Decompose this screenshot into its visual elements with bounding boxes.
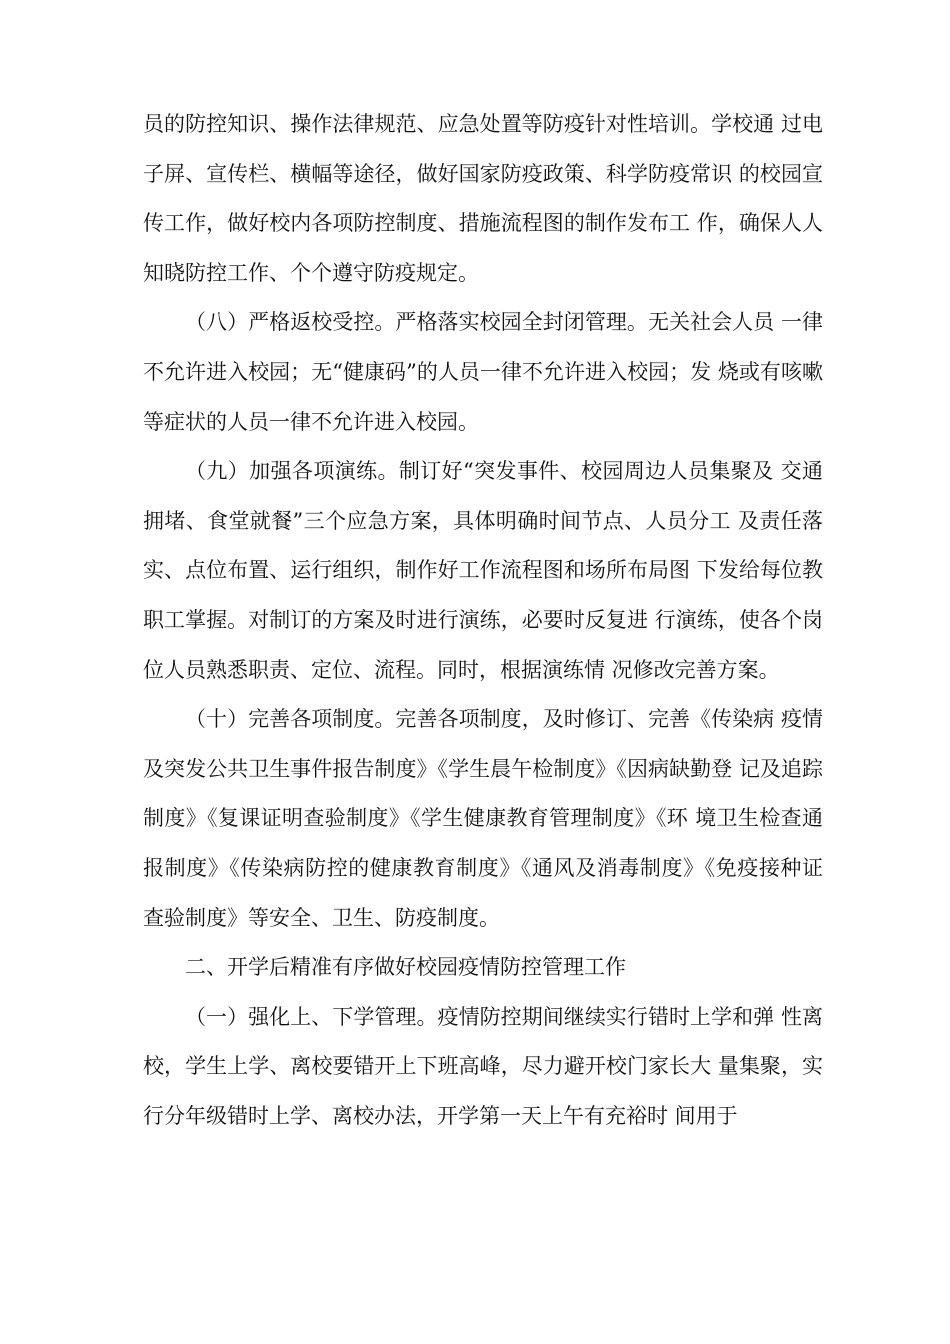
paragraph-drills: （九）加强各项演练。制订好“突发事件、校园周边人员集聚及 交通拥堵、食堂就餐”三个应急方案，具体明确时间节点、人员分工 及责任落实、点位布置、运行组织，制作好工作流程图和场所布局图 下发给每位教职工掌握。对制订的方案及时进行演练，必要时反复进 行演练，使各个岗位人员熟悉职责、定位、流程。同时，根据演练情 况修改完善方案。: [143, 459, 823, 682]
section-heading-after-school-opening: 二、开学后精准有序做好校园疫情防控管理工作: [185, 955, 626, 980]
document-body: [143, 100, 823, 1141]
paragraph-school-commute: （一）强化上、下学管理。疫情防控期间继续实行错时上学和弹 性离校，学生上学、离校要错开上下班高峰，尽力避开校门家长大 量集聚，实行分年级错时上学、离校办法，开学第一天上午有充裕时 间用于: [143, 1004, 823, 1128]
paragraph-return-control: （八）严格返校受控。严格落实校园全封闭管理。无关社会人员 一律不允许进入校园；无“健康码”的人员一律不允许进入校园；发 烧或有咳嗽等症状的人员一律不允许进入校园。: [143, 310, 823, 434]
paragraph-regulations: （十）完善各项制度。完善各项制度，及时修订、完善《传染病 疫情及突发公共卫生事件报告制度》《学生晨午检制度》《因病缺勤登 记及追踪制度》《复课证明查验制度》《学生健康教育管理制度》《环 境卫生检查通报制度》《传染病防控的健康教育制度》《通风及消毒制度》《免疫接种证查验制度》等安全、卫生、防疫制度。: [143, 707, 823, 930]
paragraph-training-publicity: 员的防控知识、操作法律规范、应急处置等防疫针对性培训。学校通 过电子屏、宣传栏、横幅等途径，做好国家防疫政策、科学防疫常识 的校园宣传工作，做好校内各项防控制度、措施流程图的制作发布工 作，确保人人知晓防控工作、个个遵守防疫规定。: [143, 112, 823, 285]
